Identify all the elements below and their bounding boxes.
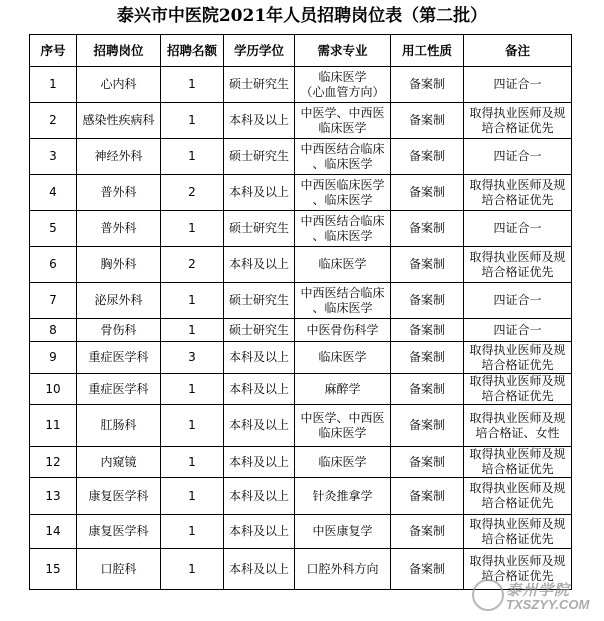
watermark-url: TXSZYY.COM — [506, 597, 590, 612]
table-row — [30, 374, 572, 405]
row-post: 泌尿外科 — [77, 283, 161, 319]
row-degree: 本科及以上 — [224, 549, 295, 590]
row-no: 11 — [30, 405, 77, 447]
row-post: 胸外科 — [77, 247, 161, 283]
row-count: 2 — [161, 175, 224, 211]
table-row — [30, 405, 572, 447]
row-count: 3 — [161, 342, 224, 374]
table-row — [30, 283, 572, 319]
row-degree: 本科及以上 — [224, 247, 295, 283]
row-type: 备案制 — [391, 447, 464, 478]
header-major: 需求专业 — [295, 35, 391, 67]
row-post: 骨伤科 — [77, 319, 161, 342]
table-row — [30, 67, 572, 103]
row-count: 2 — [161, 247, 224, 283]
row-no: 2 — [30, 103, 77, 139]
row-degree: 本科及以上 — [224, 515, 295, 549]
row-note: 取得执业医师及规 培合格证优先 — [464, 515, 572, 549]
row-count: 1 — [161, 478, 224, 515]
row-type: 备案制 — [391, 549, 464, 590]
row-no: 5 — [30, 211, 77, 247]
row-degree: 硕士研究生 — [224, 283, 295, 319]
row-degree: 本科及以上 — [224, 405, 295, 447]
row-count: 1 — [161, 319, 224, 342]
row-note: 取得执业医师及规 培合格证优先 — [464, 247, 572, 283]
row-type: 备案制 — [391, 103, 464, 139]
table-row — [30, 342, 572, 374]
row-count: 1 — [161, 515, 224, 549]
row-post: 感染性疾病科 — [77, 103, 161, 139]
row-note: 取得执业医师及规 培合格证优先 — [464, 447, 572, 478]
row-post: 重症医学科 — [77, 342, 161, 374]
header-post: 招聘岗位 — [77, 35, 161, 67]
row-major: 临床医学 — [295, 247, 391, 283]
row-major: 中西医结合临床 、临床医学 — [295, 283, 391, 319]
row-no: 7 — [30, 283, 77, 319]
row-note: 取得执业医师及规 培合格证优先 — [464, 103, 572, 139]
row-major: 口腔外科方向 — [295, 549, 391, 590]
table-row — [30, 515, 572, 549]
row-type: 备案制 — [391, 283, 464, 319]
row-note: 取得执业医师及规 培合格证、女性 — [464, 405, 572, 447]
row-count: 1 — [161, 211, 224, 247]
table-row — [30, 319, 572, 342]
row-major: 针灸推拿学 — [295, 478, 391, 515]
row-degree: 本科及以上 — [224, 103, 295, 139]
recruitment-table — [29, 34, 572, 590]
row-no: 13 — [30, 478, 77, 515]
table-body — [30, 67, 572, 590]
row-degree: 本科及以上 — [224, 478, 295, 515]
row-type: 备案制 — [391, 139, 464, 175]
row-type: 备案制 — [391, 319, 464, 342]
row-note: 四证合一 — [464, 67, 572, 103]
row-major: 中西医结合临床 、临床医学 — [295, 139, 391, 175]
row-major: 中医学、中西医 临床医学 — [295, 405, 391, 447]
row-degree: 硕士研究生 — [224, 67, 295, 103]
row-post: 康复医学科 — [77, 478, 161, 515]
row-post: 心内科 — [77, 67, 161, 103]
header-count: 招聘名额 — [161, 35, 224, 67]
header-no: 序号 — [30, 35, 77, 67]
row-no: 9 — [30, 342, 77, 374]
document-title: 泰兴市中医院2021年人员招聘岗位表（第二批） — [116, 6, 488, 26]
row-post: 肛肠科 — [77, 405, 161, 447]
row-note: 四证合一 — [464, 211, 572, 247]
row-type: 备案制 — [391, 374, 464, 405]
row-count: 1 — [161, 67, 224, 103]
table-row — [30, 478, 572, 515]
row-no: 15 — [30, 549, 77, 590]
row-major: 中医骨伤科学 — [295, 319, 391, 342]
row-degree: 本科及以上 — [224, 342, 295, 374]
row-no: 14 — [30, 515, 77, 549]
row-post: 康复医学科 — [77, 515, 161, 549]
row-major: 临床医学 — [295, 447, 391, 478]
table-header-row — [30, 35, 572, 67]
row-note: 四证合一 — [464, 283, 572, 319]
table-row — [30, 247, 572, 283]
row-major: 中西医结合临床 、临床医学 — [295, 211, 391, 247]
row-count: 1 — [161, 405, 224, 447]
row-note: 取得执业医师及规 培合格证优先 — [464, 478, 572, 515]
row-degree: 本科及以上 — [224, 374, 295, 405]
row-major: 临床医学 （心血管方向） — [295, 67, 391, 103]
table-row — [30, 139, 572, 175]
row-degree: 本科及以上 — [224, 447, 295, 478]
row-type: 备案制 — [391, 211, 464, 247]
row-note: 取得执业医师及规 培合格证优先 — [464, 374, 572, 405]
row-note: 取得执业医师及规 培合格证优先 — [464, 342, 572, 374]
table-row — [30, 175, 572, 211]
row-count: 1 — [161, 139, 224, 175]
row-post: 重症医学科 — [77, 374, 161, 405]
row-type: 备案制 — [391, 67, 464, 103]
row-degree: 本科及以上 — [224, 175, 295, 211]
row-note: 取得执业医师及规 培合格证优先 — [464, 549, 572, 590]
row-type: 备案制 — [391, 342, 464, 374]
row-post: 普外科 — [77, 211, 161, 247]
table-row — [30, 211, 572, 247]
row-post: 神经外科 — [77, 139, 161, 175]
row-major: 中西医临床医学 、临床医学 — [295, 175, 391, 211]
table-row — [30, 103, 572, 139]
row-post: 内窥镜 — [77, 447, 161, 478]
row-no: 8 — [30, 319, 77, 342]
row-major: 中医康复学 — [295, 515, 391, 549]
row-no: 4 — [30, 175, 77, 211]
row-note: 取得执业医师及规 培合格证优先 — [464, 175, 572, 211]
row-type: 备案制 — [391, 247, 464, 283]
row-type: 备案制 — [391, 405, 464, 447]
row-no: 10 — [30, 374, 77, 405]
header-degree: 学历学位 — [224, 35, 295, 67]
row-note: 四证合一 — [464, 319, 572, 342]
row-type: 备案制 — [391, 515, 464, 549]
row-type: 备案制 — [391, 478, 464, 515]
row-major: 中医学、中西医 临床医学 — [295, 103, 391, 139]
row-major: 临床医学 — [295, 342, 391, 374]
row-type: 备案制 — [391, 175, 464, 211]
row-count: 1 — [161, 549, 224, 590]
row-count: 1 — [161, 374, 224, 405]
table-row — [30, 447, 572, 478]
table-row — [30, 549, 572, 590]
header-type: 用工性质 — [391, 35, 464, 67]
row-no: 12 — [30, 447, 77, 478]
row-major: 麻醉学 — [295, 374, 391, 405]
watermark-text: 泰州学院 — [506, 581, 571, 599]
row-degree: 硕士研究生 — [224, 319, 295, 342]
row-no: 3 — [30, 139, 77, 175]
row-post: 口腔科 — [77, 549, 161, 590]
header-note: 备注 — [464, 35, 572, 67]
row-note: 四证合一 — [464, 139, 572, 175]
row-no: 1 — [30, 67, 77, 103]
row-count: 1 — [161, 447, 224, 478]
row-count: 1 — [161, 103, 224, 139]
row-degree: 硕士研究生 — [224, 139, 295, 175]
row-degree: 硕士研究生 — [224, 211, 295, 247]
row-no: 6 — [30, 247, 77, 283]
row-post: 普外科 — [77, 175, 161, 211]
row-count: 1 — [161, 283, 224, 319]
